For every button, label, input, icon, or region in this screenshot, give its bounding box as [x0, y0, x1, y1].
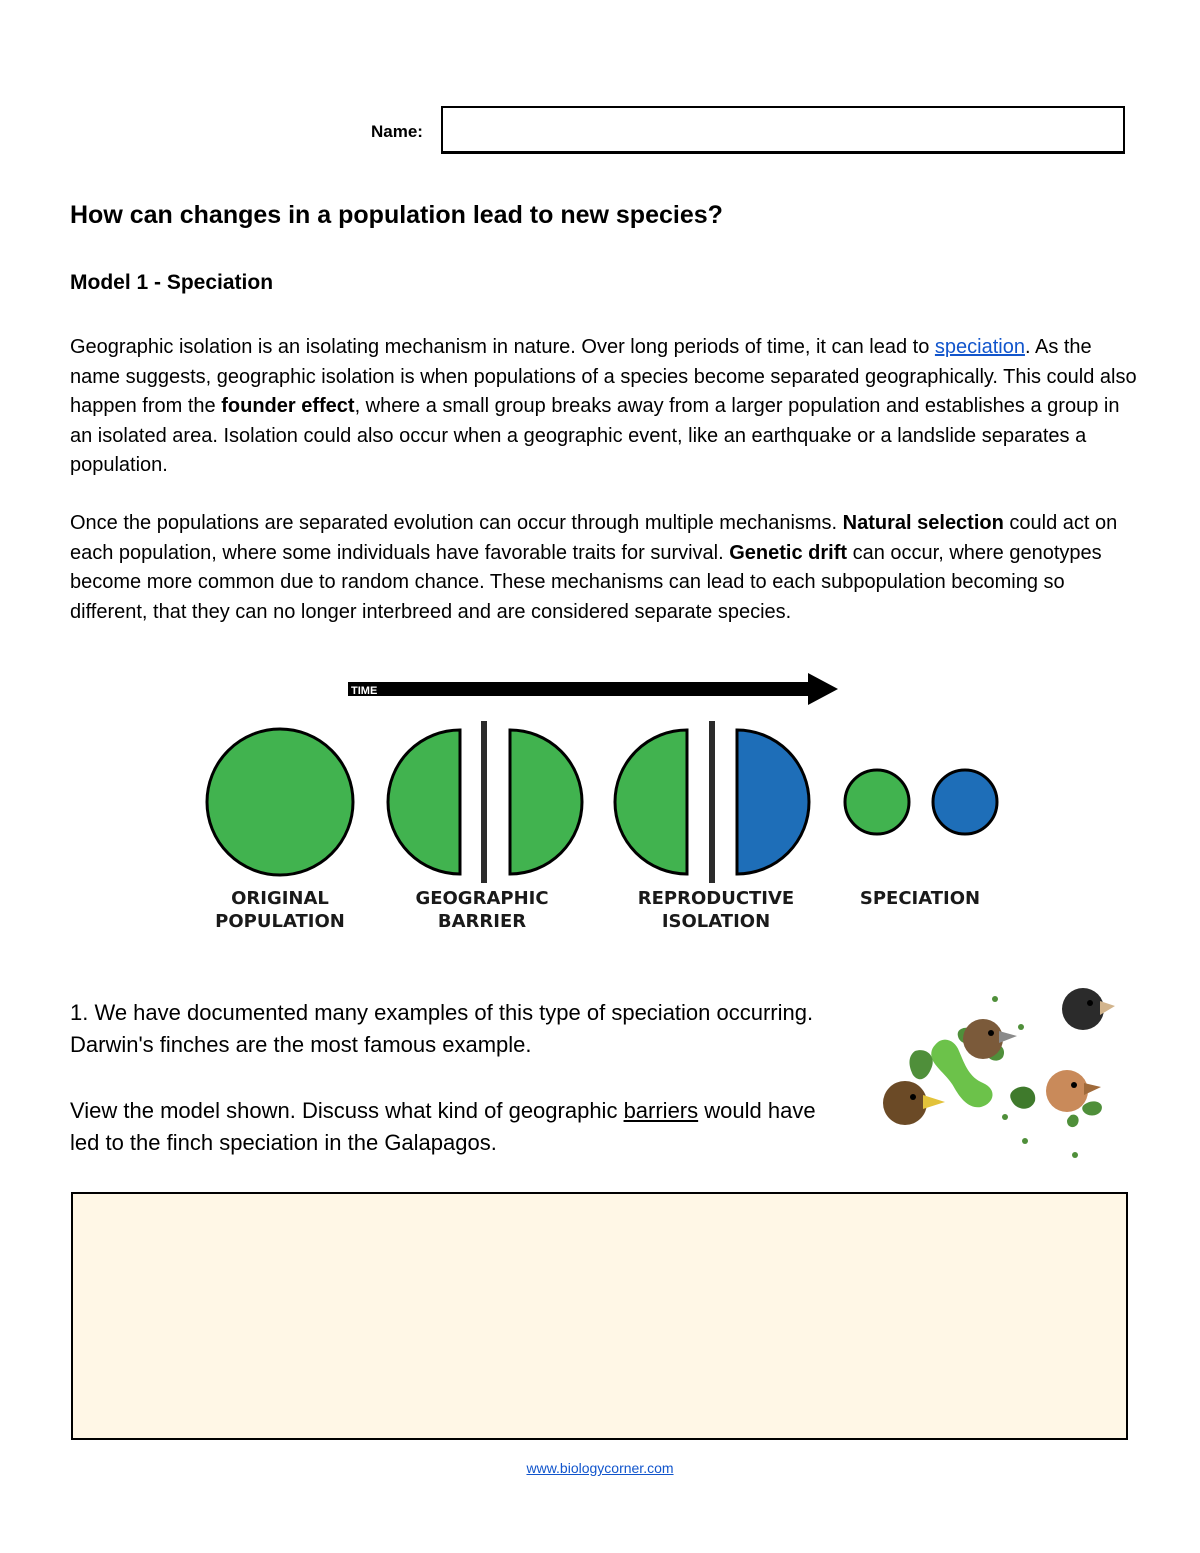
stage-label-3-line2: ISOLATION — [661, 911, 771, 932]
new-species-blue-circle — [933, 770, 997, 834]
barriers-term: barriers — [623, 1098, 699, 1123]
paragraph-geographic-isolation: Geographic isolation is an isolating mechanism in nature. Over long periods of time, it can lead to speciation. As the name suggests, geographic isolation is when populations of a species become separated geographically. This could also happen from the founder effect, where a small group breaks away from a larger population and establishes a group in an isolated area. Isolation could also occur when a geographic event, like an earthquake or a landslide separates a population. — [70, 336, 1137, 476]
natural-selection-term: Natural selection — [842, 512, 1004, 534]
barrier-right-half — [510, 730, 582, 874]
galapagos-finches-image — [875, 985, 1125, 1160]
question-1-text: 1. We have documented many examples of this type of speciation occurring. Darwin's finches are the most famous example. — [70, 1000, 814, 1057]
model-title: Model 1 - Speciation — [70, 271, 274, 294]
stage-label-2-line1: GEOGRAPHIC — [415, 888, 549, 909]
founder-effect-term: founder effect — [221, 395, 355, 417]
stage-label-1-line2: POPULATION — [215, 911, 345, 932]
question-1-prompt: View the model shown. Discuss what kind of geographic barriers would have led to the finch speciation in the Galapagos. — [70, 1098, 816, 1155]
speciation-link[interactable]: speciation — [934, 336, 1025, 358]
answer-box[interactable] — [71, 1192, 1128, 1440]
isolation-barrier-line — [709, 721, 715, 883]
paragraph-mechanisms: Once the populations are separated evolution can occur through multiple mechanisms. Natural selection could act on each population, where some individuals have favorable traits for survival. Genetic drift can occur, where genotypes become more common due to random chance. These mechanisms can lead to each subpopulation becoming so different, that they can no longer interbreed and are considered separate species. — [70, 512, 1118, 623]
speciation-diagram — [0, 665, 1200, 965]
isolation-left-half — [615, 730, 687, 874]
geographic-barrier-line — [481, 721, 487, 883]
name-input[interactable] — [441, 106, 1125, 154]
stage-label-1-line1: ORIGINAL — [231, 888, 329, 909]
stage-label-3-line1: REPRODUCTIVE — [637, 888, 795, 909]
new-species-green-circle — [845, 770, 909, 834]
finch-3 — [1062, 988, 1115, 1030]
time-label: TIME — [351, 685, 378, 697]
finch-2 — [963, 1019, 1017, 1059]
name-label: Name: — [371, 122, 423, 141]
footer-link[interactable]: www.biologycorner.com — [526, 1460, 674, 1476]
original-population-circle — [207, 729, 353, 875]
isolation-right-half — [737, 730, 809, 874]
barrier-left-half — [388, 730, 460, 874]
page-title: How can changes in a population lead to new species? — [70, 201, 723, 229]
finch-1 — [883, 1081, 945, 1125]
time-arrow — [348, 673, 838, 705]
genetic-drift-term: Genetic drift — [729, 541, 848, 564]
stage-label-4-line1: SPECIATION — [859, 888, 981, 909]
stage-label-2-line2: BARRIER — [437, 911, 527, 932]
